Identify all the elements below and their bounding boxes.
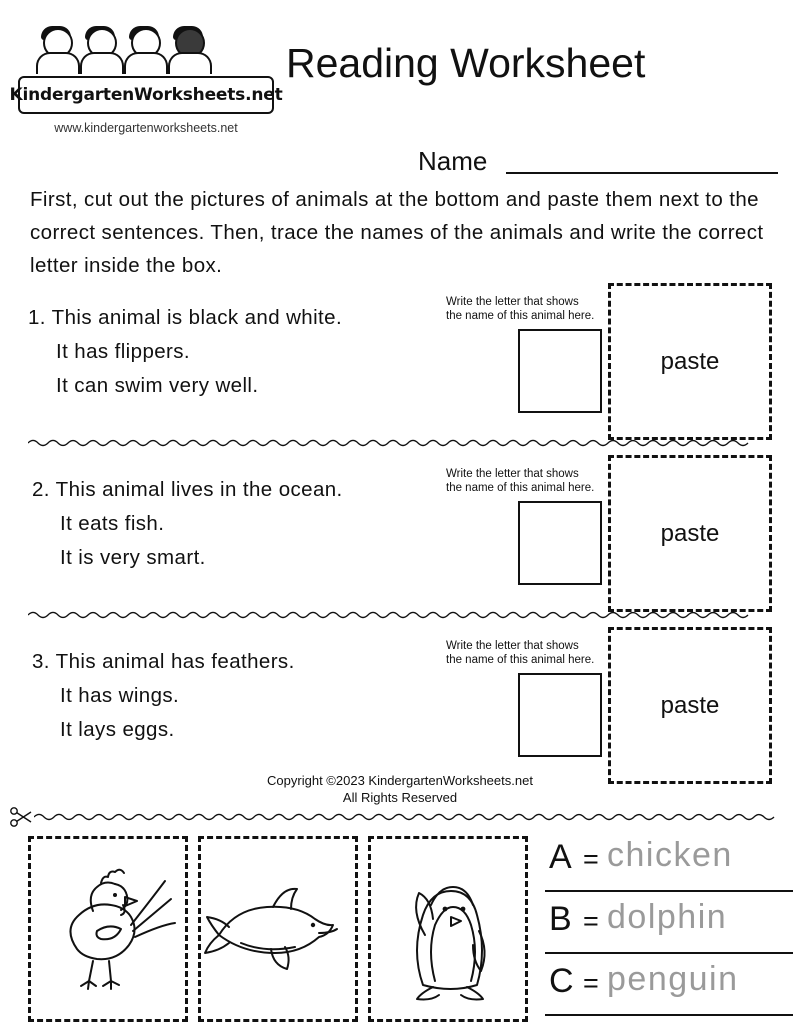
paste-area[interactable]: paste <box>608 283 772 440</box>
questions-section <box>0 283 800 787</box>
cut-here-line <box>8 806 792 828</box>
question-line-2: It has flippers. <box>56 340 191 363</box>
letter-hint-text: Write the letter that shows the name of this animal here. <box>446 640 595 666</box>
question-line-3: It can swim very well. <box>56 374 259 397</box>
copyright-line-1: Copyright ©2023 KindergartenWorksheets.net <box>267 773 533 788</box>
question-row <box>0 283 800 443</box>
question-row <box>0 455 800 615</box>
cut-separator <box>28 438 772 448</box>
letter-hint-text: Write the letter that shows the name of this animal here. <box>446 296 595 322</box>
key-equals: = <box>583 968 599 998</box>
worksheet-header <box>0 18 800 176</box>
paste-area[interactable]: paste <box>608 627 772 784</box>
key-letter: C <box>549 962 574 1000</box>
question-line-2: It eats fish. <box>60 512 165 535</box>
letter-answer-box[interactable] <box>518 673 602 757</box>
page-title: Reading Worksheet <box>286 40 646 86</box>
question-number: 3. <box>32 650 50 673</box>
letter-answer-box[interactable] <box>518 501 602 585</box>
name-field-row <box>418 146 778 180</box>
letter-answer-box[interactable] <box>518 329 602 413</box>
question-line-1: This animal lives in the ocean. <box>55 478 343 501</box>
site-logo[interactable] <box>9 26 283 135</box>
logo-wordmark-text: KindergartenWorksheets.net <box>9 85 283 105</box>
copyright-line-2: All Rights Reserved <box>342 790 458 805</box>
question-text <box>28 301 448 403</box>
logo-wordmark <box>9 76 283 114</box>
name-label: Name <box>418 146 488 176</box>
letter-answer-group <box>446 295 596 413</box>
wave-divider-icon <box>34 812 792 822</box>
key-word-trace[interactable]: chicken <box>607 836 733 874</box>
key-letter: B <box>549 900 572 938</box>
question-line-2: It has wings. <box>60 684 180 707</box>
key-letter: A <box>549 838 572 876</box>
wave-divider-icon <box>28 610 772 620</box>
key-row <box>545 836 795 898</box>
copyright-block <box>0 772 800 806</box>
question-line-1: This animal is black and white. <box>51 306 343 329</box>
question-line-3: It lays eggs. <box>60 718 175 741</box>
cutout-cards <box>28 836 528 1026</box>
letter-answer-group <box>446 639 596 757</box>
scissors-icon <box>8 806 34 828</box>
cutout-card-dolphin[interactable] <box>198 836 358 1022</box>
question-text <box>32 645 452 747</box>
key-row <box>545 960 795 1022</box>
question-text <box>32 473 452 575</box>
question-line-1: This animal has feathers. <box>55 650 295 673</box>
cutout-card-chicken[interactable] <box>28 836 188 1022</box>
site-url: www.kindergartenworksheets.net <box>54 121 238 135</box>
question-number: 1. <box>28 306 46 329</box>
penguin-illustration-icon <box>371 839 528 1022</box>
key-row <box>545 898 795 960</box>
name-input-line[interactable] <box>506 172 778 174</box>
key-word-trace[interactable]: dolphin <box>607 898 728 936</box>
tracing-answer-key <box>545 836 795 1022</box>
key-rule-line <box>545 890 793 892</box>
letter-hint-text: Write the letter that shows the name of this animal here. <box>446 468 595 494</box>
letter-answer-group <box>446 467 596 585</box>
question-row <box>0 627 800 787</box>
cut-separator <box>28 610 772 620</box>
kids-illustration-icon <box>34 26 254 74</box>
cutout-card-penguin[interactable] <box>368 836 528 1022</box>
key-word-trace[interactable]: penguin <box>607 960 739 998</box>
key-rule-line <box>545 952 793 954</box>
chicken-illustration-icon <box>31 839 188 1022</box>
wave-divider-icon <box>28 438 772 448</box>
key-equals: = <box>583 906 599 936</box>
question-line-3: It is very smart. <box>60 546 206 569</box>
instructions-text: First, cut out the pictures of animals at the bottom and paste them next to the correct sentences. Then, trace the names of the animals and write the correct letter inside the box. <box>30 188 764 277</box>
key-rule-line <box>545 1014 793 1016</box>
dolphin-illustration-icon <box>201 839 358 1022</box>
key-equals: = <box>583 844 599 874</box>
paste-area[interactable]: paste <box>608 455 772 612</box>
question-number: 2. <box>32 478 50 501</box>
